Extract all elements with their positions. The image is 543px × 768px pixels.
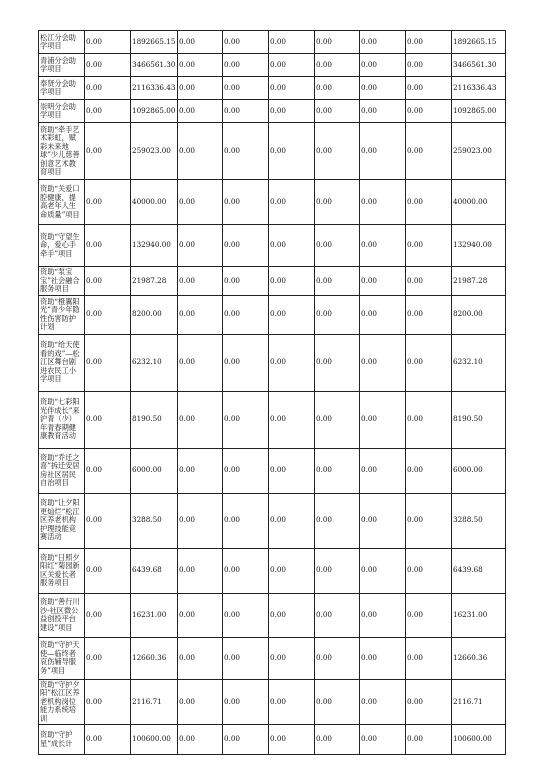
project-name-cell: 资助“七彩阳光伴成长”来沪青（少）年青春期健康教育活动 bbox=[39, 391, 85, 448]
amount-cell: 0.00 bbox=[315, 100, 360, 123]
table-row bbox=[39, 679, 506, 725]
amount-cell: 0.00 bbox=[269, 267, 315, 296]
amount-cell: 0.00 bbox=[315, 31, 360, 54]
project-name-cell: 资助“守望生命，爱心手牵手”项目 bbox=[39, 225, 85, 267]
amount-cell: 0.00 bbox=[360, 100, 406, 123]
amount-cell: 0.00 bbox=[269, 448, 315, 493]
amount-cell: 0.00 bbox=[85, 334, 131, 391]
amount-cell: 0.00 bbox=[223, 123, 269, 180]
amount-cell: 0.00 bbox=[85, 100, 131, 123]
table-row bbox=[39, 54, 506, 77]
project-name-cell: 资助“乔迁之喜”拆迁安居房社区居民自治项目 bbox=[39, 448, 85, 493]
table-row bbox=[39, 180, 506, 225]
amount-cell: 0.00 bbox=[360, 391, 406, 448]
amount-cell: 0.00 bbox=[269, 77, 315, 100]
table-row bbox=[39, 548, 506, 593]
amount-cell: 0.00 bbox=[269, 548, 315, 593]
amount-cell: 0.00 bbox=[360, 267, 406, 296]
amount-cell: 0.00 bbox=[269, 679, 315, 725]
amount-cell: 0.00 bbox=[406, 54, 452, 77]
project-name-cell: 青浦分会助学项目 bbox=[39, 54, 85, 77]
project-name-cell: 资助“守护夕阳”松江区养老机构岗位能力系统培训 bbox=[39, 679, 85, 725]
amount-cell: 0.00 bbox=[269, 334, 315, 391]
amount-cell: 0.00 bbox=[269, 493, 315, 548]
table-row bbox=[39, 31, 506, 54]
amount-cell: 0.00 bbox=[360, 123, 406, 180]
amount-cell: 3466561.30 bbox=[452, 54, 506, 77]
amount-cell: 0.00 bbox=[406, 679, 452, 725]
amount-cell: 0.00 bbox=[269, 31, 315, 54]
amount-cell: 0.00 bbox=[178, 593, 223, 637]
amount-cell: 0.00 bbox=[178, 267, 223, 296]
amount-cell: 0.00 bbox=[360, 593, 406, 637]
table-row bbox=[39, 493, 506, 548]
amount-cell: 40000.00 bbox=[131, 180, 178, 225]
amount-cell: 0.00 bbox=[178, 54, 223, 77]
table-row bbox=[39, 448, 506, 493]
amount-cell: 0.00 bbox=[315, 593, 360, 637]
amount-cell: 12660.36 bbox=[452, 637, 506, 679]
table-row bbox=[39, 295, 506, 334]
amount-cell: 2116336.43 bbox=[131, 77, 178, 100]
project-name-cell: 资助“守护星”成长计 bbox=[39, 725, 85, 755]
amount-cell: 0.00 bbox=[360, 548, 406, 593]
amount-cell: 0.00 bbox=[315, 493, 360, 548]
amount-cell: 0.00 bbox=[178, 493, 223, 548]
amount-cell: 0.00 bbox=[315, 725, 360, 755]
table-row bbox=[39, 725, 506, 755]
project-name-cell: 奉贤分会助学项目 bbox=[39, 77, 85, 100]
table-row bbox=[39, 267, 506, 296]
project-name-cell: 资助“泵宝宝”社会融合服务项目 bbox=[39, 267, 85, 296]
amount-cell: 0.00 bbox=[223, 448, 269, 493]
amount-cell: 0.00 bbox=[178, 77, 223, 100]
amount-cell: 6232.10 bbox=[452, 334, 506, 391]
amount-cell: 0.00 bbox=[223, 679, 269, 725]
amount-cell: 0.00 bbox=[406, 295, 452, 334]
amount-cell: 1092865.00 bbox=[131, 100, 178, 123]
amount-cell: 0.00 bbox=[360, 493, 406, 548]
amount-cell: 0.00 bbox=[406, 334, 452, 391]
amount-cell: 0.00 bbox=[223, 225, 269, 267]
amount-cell: 0.00 bbox=[85, 593, 131, 637]
amount-cell: 0.00 bbox=[315, 180, 360, 225]
amount-cell: 0.00 bbox=[406, 448, 452, 493]
amount-cell: 0.00 bbox=[223, 54, 269, 77]
amount-cell: 0.00 bbox=[85, 493, 131, 548]
amount-cell: 0.00 bbox=[360, 448, 406, 493]
amount-cell: 0.00 bbox=[85, 225, 131, 267]
amount-cell: 0.00 bbox=[178, 725, 223, 755]
amount-cell: 0.00 bbox=[178, 637, 223, 679]
amount-cell: 0.00 bbox=[178, 679, 223, 725]
amount-cell: 0.00 bbox=[223, 391, 269, 448]
amount-cell: 0.00 bbox=[360, 77, 406, 100]
amount-cell: 0.00 bbox=[223, 77, 269, 100]
amount-cell: 0.00 bbox=[315, 267, 360, 296]
amount-cell: 0.00 bbox=[269, 295, 315, 334]
amount-cell: 0.00 bbox=[178, 100, 223, 123]
amount-cell: 0.00 bbox=[360, 679, 406, 725]
amount-cell: 0.00 bbox=[269, 593, 315, 637]
amount-cell: 2116.71 bbox=[131, 679, 178, 725]
amount-cell: 0.00 bbox=[269, 225, 315, 267]
amount-cell: 0.00 bbox=[178, 180, 223, 225]
amount-cell: 0.00 bbox=[85, 77, 131, 100]
amount-cell: 0.00 bbox=[406, 493, 452, 548]
amount-cell: 0.00 bbox=[315, 548, 360, 593]
project-name-cell: 资助“日照夕阳红”菊园新区关爱长者服务项目 bbox=[39, 548, 85, 593]
amount-cell: 0.00 bbox=[223, 31, 269, 54]
amount-cell: 0.00 bbox=[178, 31, 223, 54]
amount-cell: 0.00 bbox=[406, 123, 452, 180]
amount-cell: 0.00 bbox=[315, 679, 360, 725]
amount-cell: 0.00 bbox=[269, 725, 315, 755]
amount-cell: 0.00 bbox=[178, 295, 223, 334]
amount-cell: 8200.00 bbox=[131, 295, 178, 334]
table-row bbox=[39, 225, 506, 267]
amount-cell: 0.00 bbox=[315, 637, 360, 679]
amount-cell: 0.00 bbox=[315, 448, 360, 493]
amount-cell: 0.00 bbox=[223, 334, 269, 391]
amount-cell: 0.00 bbox=[178, 123, 223, 180]
amount-cell: 6439.68 bbox=[131, 548, 178, 593]
amount-cell: 1892665.15 bbox=[452, 31, 506, 54]
amount-cell: 2116336.43 bbox=[452, 77, 506, 100]
amount-cell: 0.00 bbox=[85, 637, 131, 679]
project-name-cell: 资助“关爱口腔健康，提高老年人生命质量”项目 bbox=[39, 180, 85, 225]
table-row bbox=[39, 77, 506, 100]
amount-cell: 0.00 bbox=[406, 725, 452, 755]
amount-cell: 0.00 bbox=[269, 100, 315, 123]
amount-cell: 8190.50 bbox=[131, 391, 178, 448]
table-row bbox=[39, 391, 506, 448]
amount-cell: 21987.28 bbox=[452, 267, 506, 296]
amount-cell: 0.00 bbox=[223, 637, 269, 679]
amount-cell: 0.00 bbox=[315, 77, 360, 100]
table-row bbox=[39, 100, 506, 123]
amount-cell: 0.00 bbox=[406, 548, 452, 593]
amount-cell: 3288.50 bbox=[452, 493, 506, 548]
amount-cell: 0.00 bbox=[269, 391, 315, 448]
amount-cell: 0.00 bbox=[315, 225, 360, 267]
amount-cell: 0.00 bbox=[178, 448, 223, 493]
amount-cell: 0.00 bbox=[85, 548, 131, 593]
table-row bbox=[39, 637, 506, 679]
amount-cell: 0.00 bbox=[360, 295, 406, 334]
amount-cell: 0.00 bbox=[223, 493, 269, 548]
amount-cell: 0.00 bbox=[223, 295, 269, 334]
amount-cell: 0.00 bbox=[360, 225, 406, 267]
amount-cell: 0.00 bbox=[223, 725, 269, 755]
table-body bbox=[39, 31, 506, 755]
amount-cell: 1892665.15 bbox=[131, 31, 178, 54]
amount-cell: 259023.00 bbox=[452, 123, 506, 180]
amount-cell: 132940.00 bbox=[131, 225, 178, 267]
project-name-cell: 崇明分会助学项目 bbox=[39, 100, 85, 123]
amount-cell: 0.00 bbox=[85, 725, 131, 755]
amount-cell: 0.00 bbox=[223, 267, 269, 296]
amount-cell: 0.00 bbox=[360, 54, 406, 77]
amount-cell: 16231.00 bbox=[131, 593, 178, 637]
amount-cell: 6439.68 bbox=[452, 548, 506, 593]
amount-cell: 3288.50 bbox=[131, 493, 178, 548]
project-name-cell: 资助“守护天使—临终者哀伤辅导服务”项目 bbox=[39, 637, 85, 679]
amount-cell: 0.00 bbox=[178, 225, 223, 267]
amount-cell: 6232.10 bbox=[131, 334, 178, 391]
amount-cell: 0.00 bbox=[269, 54, 315, 77]
amount-cell: 0.00 bbox=[223, 100, 269, 123]
amount-cell: 0.00 bbox=[406, 100, 452, 123]
project-name-cell: 松江分会助学项目 bbox=[39, 31, 85, 54]
amount-cell: 0.00 bbox=[85, 295, 131, 334]
amount-cell: 12660.36 bbox=[131, 637, 178, 679]
amount-cell: 6000.00 bbox=[452, 448, 506, 493]
amount-cell: 0.00 bbox=[315, 123, 360, 180]
amount-cell: 40000.00 bbox=[452, 180, 506, 225]
amount-cell: 2116.71 bbox=[452, 679, 506, 725]
amount-cell: 0.00 bbox=[360, 180, 406, 225]
amount-cell: 0.00 bbox=[85, 267, 131, 296]
amount-cell: 0.00 bbox=[223, 548, 269, 593]
amount-cell: 0.00 bbox=[315, 295, 360, 334]
amount-cell: 0.00 bbox=[269, 180, 315, 225]
amount-cell: 0.00 bbox=[223, 180, 269, 225]
amount-cell: 8190.50 bbox=[452, 391, 506, 448]
amount-cell: 0.00 bbox=[85, 391, 131, 448]
amount-cell: 0.00 bbox=[315, 54, 360, 77]
table-row bbox=[39, 593, 506, 637]
ledger-table bbox=[38, 30, 506, 755]
project-name-cell: 资助“橙翼阳光”青少年隐性伤害防护计划 bbox=[39, 295, 85, 334]
amount-cell: 0.00 bbox=[85, 54, 131, 77]
amount-cell: 0.00 bbox=[269, 637, 315, 679]
amount-cell: 21987.28 bbox=[131, 267, 178, 296]
project-name-cell: 资助“给天使看的戏”—松江区舞台剧进农民工小学项目 bbox=[39, 334, 85, 391]
project-name-cell: 资助“牵手艺术彩虹，赋彩未来地球”少儿慈善创意艺术教育项目 bbox=[39, 123, 85, 180]
amount-cell: 6000.00 bbox=[131, 448, 178, 493]
amount-cell: 259023.00 bbox=[131, 123, 178, 180]
amount-cell: 0.00 bbox=[406, 391, 452, 448]
amount-cell: 0.00 bbox=[85, 180, 131, 225]
amount-cell: 16231.00 bbox=[452, 593, 506, 637]
amount-cell: 0.00 bbox=[178, 548, 223, 593]
amount-cell: 0.00 bbox=[406, 225, 452, 267]
amount-cell: 0.00 bbox=[406, 31, 452, 54]
amount-cell: 0.00 bbox=[360, 31, 406, 54]
amount-cell: 0.00 bbox=[406, 77, 452, 100]
amount-cell: 1092865.00 bbox=[452, 100, 506, 123]
amount-cell: 0.00 bbox=[360, 334, 406, 391]
amount-cell: 0.00 bbox=[85, 31, 131, 54]
amount-cell: 0.00 bbox=[85, 123, 131, 180]
amount-cell: 0.00 bbox=[269, 123, 315, 180]
amount-cell: 0.00 bbox=[85, 448, 131, 493]
amount-cell: 0.00 bbox=[178, 391, 223, 448]
amount-cell: 0.00 bbox=[360, 637, 406, 679]
amount-cell: 0.00 bbox=[406, 267, 452, 296]
amount-cell: 3466561.30 bbox=[131, 54, 178, 77]
amount-cell: 0.00 bbox=[406, 637, 452, 679]
amount-cell: 0.00 bbox=[315, 334, 360, 391]
amount-cell: 8200.00 bbox=[452, 295, 506, 334]
amount-cell: 0.00 bbox=[360, 725, 406, 755]
amount-cell: 100600.00 bbox=[452, 725, 506, 755]
amount-cell: 0.00 bbox=[406, 593, 452, 637]
amount-cell: 132940.00 bbox=[452, 225, 506, 267]
amount-cell: 0.00 bbox=[315, 391, 360, 448]
table-row bbox=[39, 334, 506, 391]
project-name-cell: 资助“让夕阳更灿烂”松江区养老机构护理技能竞赛活动 bbox=[39, 493, 85, 548]
amount-cell: 0.00 bbox=[178, 334, 223, 391]
amount-cell: 0.00 bbox=[406, 180, 452, 225]
amount-cell: 0.00 bbox=[85, 679, 131, 725]
table-row bbox=[39, 123, 506, 180]
amount-cell: 100600.00 bbox=[131, 725, 178, 755]
project-name-cell: 资助“善行川沙-社区微公益创投平台建设”项目 bbox=[39, 593, 85, 637]
amount-cell: 0.00 bbox=[223, 593, 269, 637]
